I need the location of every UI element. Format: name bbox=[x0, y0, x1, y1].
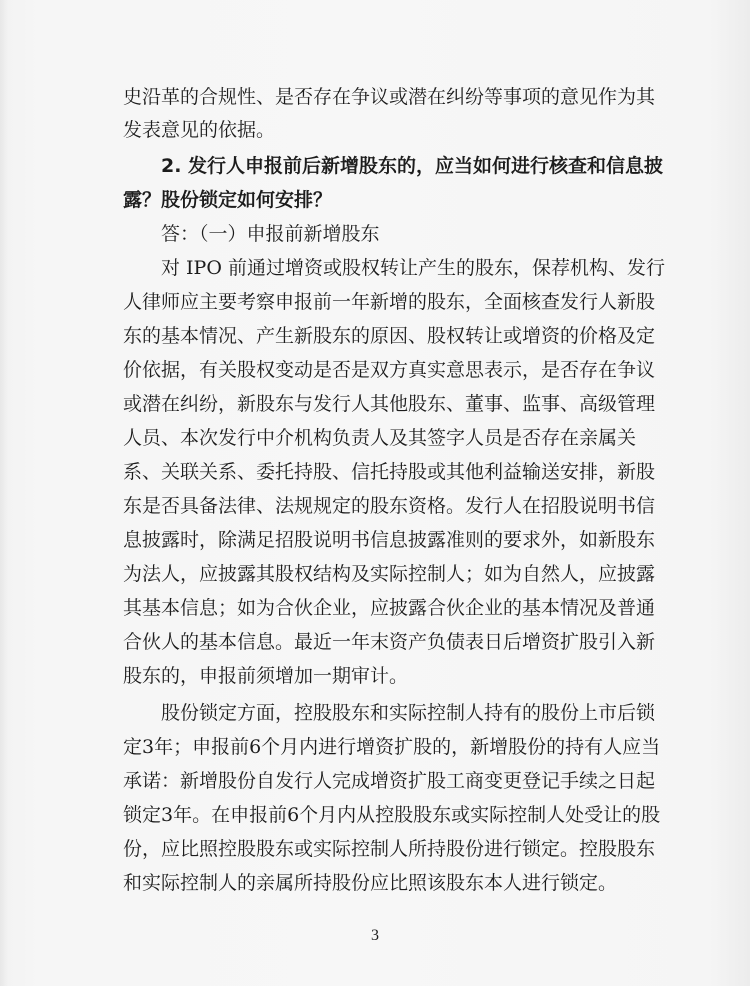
text-line: 其基本信息；如为合伙企业，应披露合伙企业的基本情况及普通 bbox=[123, 597, 656, 619]
text-line: 对 IPO 前通过增资或股权转让产生的股东，保荐机构、发行 bbox=[161, 257, 665, 279]
text-line: 股份锁定方面，控股股东和实际控制人持有的股份上市后锁 bbox=[161, 702, 656, 724]
text-line: 或潜在纠纷，新股东与发行人其他股东、董事、监事、高级管理 bbox=[123, 393, 656, 415]
text-line: 价依据，有关股权变动是否是双方真实意思表示，是否存在争议 bbox=[123, 359, 656, 381]
text-line: 史沿革的合规性、是否存在争议或潜在纠纷等事项的意见作为其 bbox=[123, 86, 656, 108]
question-heading-line: 露？股份锁定如何安排？ bbox=[123, 189, 333, 211]
text-line: 合伙人的基本信息。最近一年末资产负债表日后增资扩股引入新 bbox=[123, 631, 656, 653]
text-line: 定3年；申报前6个月内进行增资扩股的，新增股份的持有人应当 bbox=[123, 736, 661, 758]
text-line: 承诺：新增股份自发行人完成增资扩股工商变更登记手续之日起 bbox=[123, 770, 656, 792]
text-line: 份，应比照控股股东或实际控制人所持股份进行锁定。控股股东 bbox=[123, 838, 656, 860]
text-line: 锁定3年。在申报前6个月内从控股股东或实际控制人处受让的股 bbox=[123, 804, 661, 826]
question-heading-line: 2. 发行人申报前后新增股东的，应当如何进行核查和信息披 bbox=[161, 155, 664, 177]
text-line: 股东的，申报前须增加一期审计。 bbox=[123, 665, 409, 687]
answer-subheading: 答：（一）申报前新增股东 bbox=[161, 223, 380, 245]
text-line: 东的基本情况、产生新股东的原因、股权转让或增资的价格及定 bbox=[123, 325, 656, 347]
text-line: 和实际控制人的亲属所持股份应比照该股东本人进行锁定。 bbox=[123, 872, 618, 894]
text-line: 人律师应主要考察申报前一年新增的股东，全面核查发行人新股 bbox=[123, 291, 656, 313]
text-line: 系、关联关系、委托持股、信托持股或其他利益输送安排，新股 bbox=[123, 461, 656, 483]
text-line: 人员、本次发行中介机构负责人及其签字人员是否存在亲属关 bbox=[123, 427, 637, 449]
page-number: 3 bbox=[371, 927, 379, 944]
text-line: 息披露时，除满足招股说明书信息披露准则的要求外，如新股东 bbox=[123, 529, 656, 551]
text-line: 为法人，应披露其股权结构及实际控制人；如为自然人，应披露 bbox=[123, 563, 656, 585]
text-line: 发表意见的依据。 bbox=[123, 119, 276, 141]
text-line: 东是否具备法律、法规规定的股东资格。发行人在招股说明书信 bbox=[123, 495, 656, 517]
